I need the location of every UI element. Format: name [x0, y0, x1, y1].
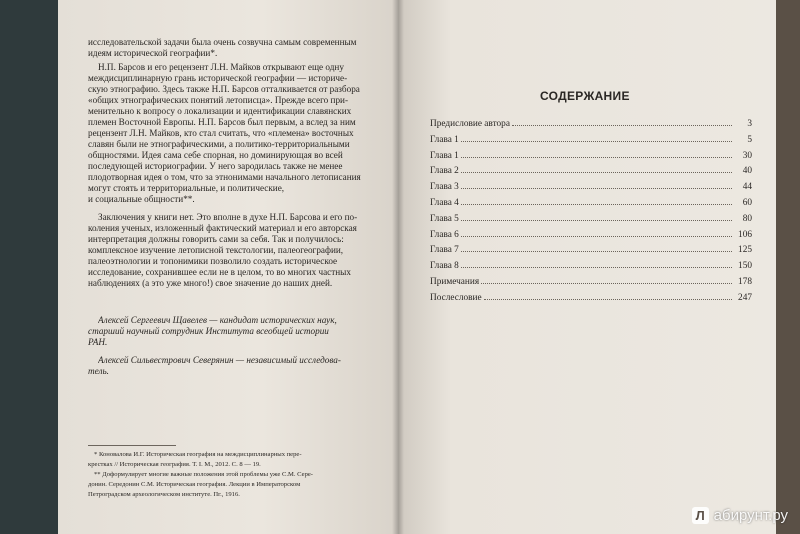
toc-leader-dots [484, 291, 732, 300]
toc-entry-label: Глава 1 [430, 134, 459, 145]
text-line: могут стоять и территориальные, и политические, [88, 183, 285, 193]
toc-leader-dots [461, 228, 732, 237]
text-line: Н.П. Барсов и его рецензент Л.Н. Майков открывают еще одну [98, 62, 344, 72]
toc-entry-page: 3 [747, 119, 752, 129]
footnote-line: ** Доформулирует многие важные положения этой проблемы уже С.М. Сере- [94, 471, 313, 478]
toc-title: СОДЕРЖАНИЕ [540, 89, 630, 103]
text-line: палеоэтнологии и топонимики позволило создать историческое [88, 256, 338, 266]
text-line: общностями. Идея сама себе спорная, но доминирующая во всей [88, 150, 343, 160]
author-line: тель. [88, 366, 109, 376]
toc-entry-page: 178 [738, 276, 752, 287]
text-line: идеям исторической географии*. [88, 48, 218, 58]
author-line: РАН. [88, 337, 108, 347]
text-line: Заключения у книги нет. Это вполне в духе Н.П. Барсова и его по- [98, 212, 358, 222]
toc-entry[interactable] [430, 149, 752, 165]
toc-entry-label: Глава 3 [430, 182, 459, 193]
toc-entry-label: Предисловие автора [430, 119, 510, 129]
toc-entry-page: 80 [742, 213, 752, 224]
footnote-divider [88, 445, 176, 446]
text-line: плодотворная идея о том, что за этнонимами начального летописания [88, 172, 361, 182]
author-line: Алексей Сергеевич Щавелев — кандидат исторических наук, [98, 315, 337, 325]
toc-leader-dots [461, 180, 732, 189]
toc-entry-label: Послесловие [430, 292, 482, 303]
text-line: рецензент Л.Н. Майков, кто стал считать, что «племена» восточных [88, 128, 354, 138]
toc-entry-label: Глава 7 [430, 245, 459, 256]
toc-entry-page: 247 [738, 292, 752, 303]
toc-entry-page: 44 [742, 182, 752, 193]
text-line: комплексное изучение летописной текстологии, палеогеографии, [88, 245, 344, 255]
toc-entry-label: Глава 6 [430, 229, 459, 240]
text-line: наблюдениях (а это уже много!) свое значение до наших дней. [88, 278, 333, 288]
toc-leader-dots [461, 164, 732, 173]
text-line: славян были не этнографическими, а политико-территориальными [88, 139, 350, 149]
text-line: «общих этнографических понятий летописца». Прежде всего при- [88, 95, 349, 105]
text-line: последующей историографии. У него зародилась также не менее [88, 161, 343, 171]
toc-entry-page: 125 [738, 245, 752, 256]
toc-leader-dots [461, 133, 732, 142]
footnote-line: крестках // Историческая география. Т. I. М., 2012. С. 8 — 19. [88, 461, 261, 468]
toc-leader-dots [512, 117, 732, 126]
text-line: менительно к вопросу о локализации и идентификации славянских [88, 106, 352, 116]
toc-entry-label: Примечания [430, 276, 480, 287]
toc-entry-label: Глава 2 [430, 166, 459, 177]
footnote-line: * Коновалова И.Г. Историческая география на междисциплинарных пере- [94, 451, 302, 458]
toc-leader-dots [461, 243, 732, 252]
toc-entry-page: 5 [747, 134, 752, 145]
toc-entry-page: 150 [738, 261, 752, 272]
background-edge [0, 0, 60, 534]
toc-entry[interactable] [430, 164, 752, 180]
author-line: Алексей Сильвестрович Северянин — независимый исследова- [98, 355, 341, 365]
text-line: коления ученых, изложенный фактический материал и его авторская [88, 223, 357, 233]
text-line: племен Восточной Европы. Н.П. Барсов был первым, а вслед за ним [88, 117, 356, 127]
toc-entry[interactable] [430, 212, 752, 228]
toc-entry-label: Глава 4 [430, 197, 459, 208]
toc-entry-label: Глава 1 [430, 150, 459, 161]
footnote-line: донин. Середонин С.М. Историческая география. Лекции в Императорском [88, 481, 301, 488]
watermark-logo-icon: Л [692, 507, 709, 524]
text-line: исследовательской задачи была очень созвучна самым современным [88, 37, 357, 47]
watermark-text: абирунт.ру [713, 507, 788, 524]
toc-leader-dots [461, 149, 732, 158]
toc-entry[interactable] [430, 275, 752, 291]
toc-entry-page: 40 [742, 166, 752, 177]
toc-entry[interactable] [430, 228, 752, 244]
toc-entry-page: 30 [742, 150, 752, 161]
toc-entry[interactable] [430, 243, 752, 259]
toc-leader-dots [461, 212, 732, 221]
toc-entry[interactable] [430, 133, 752, 149]
toc-leader-dots [481, 275, 732, 284]
toc-entry[interactable] [430, 259, 752, 275]
text-line: скую этнографию. Здесь также Н.П. Барсов отталкивается от разбора [88, 84, 360, 94]
toc-entry-label: Глава 8 [430, 261, 459, 272]
text-line: интерпретация должны говорить сами за себя. Так и получилось: [88, 234, 344, 244]
watermark [692, 507, 788, 524]
toc-entry[interactable] [430, 117, 752, 133]
toc-entry[interactable] [430, 180, 752, 196]
toc-entry-page: 60 [742, 197, 752, 208]
toc-leader-dots [461, 196, 732, 205]
toc-entry-page: 106 [738, 229, 752, 240]
toc-entry[interactable] [430, 291, 752, 307]
author-line: старший научный сотрудник Института всеобщей истории [88, 326, 329, 336]
toc-leader-dots [461, 259, 732, 268]
toc-entry[interactable] [430, 196, 752, 212]
footnote-line: Петроградском археологическом институте. Пг., 1916. [88, 491, 240, 498]
toc-entry-label: Глава 5 [430, 213, 459, 224]
text-line: и социальные общности**. [88, 194, 195, 204]
text-line: междисциплинарную грань исторической географии — историче- [88, 73, 348, 83]
table-of-contents [430, 117, 752, 307]
text-line: исследование, сохранившее если не в целом, то во многих частных [88, 267, 351, 277]
